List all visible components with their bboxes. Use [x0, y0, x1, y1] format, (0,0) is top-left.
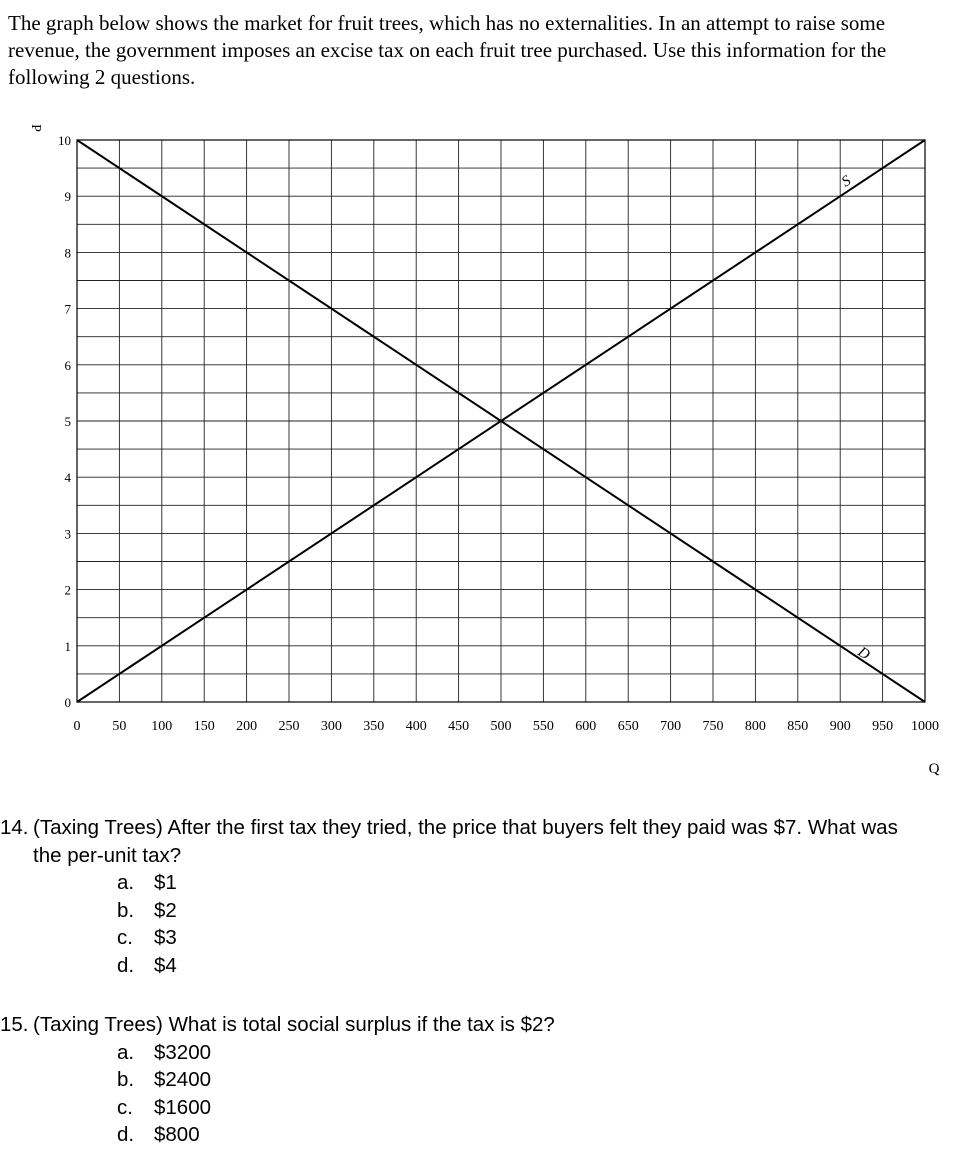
x-tick-label: 600 [575, 719, 597, 734]
x-tick-label: 700 [660, 719, 682, 734]
option-letter: a. [117, 1040, 135, 1064]
x-tick-label: 100 [151, 719, 173, 734]
answer-option [0, 952, 913, 980]
x-axis-label: Q [928, 761, 940, 777]
option-text: $4 [154, 953, 177, 977]
y-tick-label: 3 [64, 526, 71, 542]
answer-option [0, 869, 913, 897]
y-tick-label: 2 [64, 582, 71, 598]
y-tick-label: 9 [64, 189, 71, 205]
y-tick-label: 6 [64, 357, 71, 373]
x-tick-label: 800 [744, 719, 766, 734]
option-letter: c. [117, 926, 133, 949]
intro-paragraph: The graph below shows the market for fruit trees, which has no externalities. In an attempt to raise some revenue, the government imposes an excise tax on each fruit tree purchased. Use this information for the following 2 questions. [8, 11, 887, 89]
question-14 [0, 814, 913, 979]
x-tick-label: 0 [73, 719, 81, 734]
question-text: (Taxing Trees) What is total social surplus if the tax is $2? [33, 1013, 555, 1036]
tick-labels [58, 133, 939, 734]
question-15 [0, 1011, 555, 1149]
x-tick-label: 750 [702, 719, 724, 734]
x-tick-label: 850 [787, 719, 809, 734]
x-tick-label: 500 [490, 719, 512, 734]
option-letter: c. [117, 1095, 133, 1119]
option-letter: d. [117, 1123, 135, 1146]
x-tick-label: 150 [193, 719, 215, 734]
answer-option [0, 1066, 555, 1094]
answer-options [0, 1039, 555, 1149]
question-number: 15. [0, 1013, 29, 1036]
x-tick-label: 350 [363, 719, 385, 734]
answer-option [0, 924, 913, 952]
option-text: $800 [154, 1123, 200, 1146]
x-tick-label: 1000 [911, 719, 939, 734]
x-tick-label: 200 [236, 719, 258, 734]
option-text: $3200 [154, 1040, 212, 1064]
y-tick-label: 5 [64, 414, 71, 429]
y-tick-label: 7 [64, 301, 71, 317]
y-tick-label: 0 [64, 695, 71, 710]
x-tick-label: 300 [320, 719, 342, 734]
x-tick-label: 400 [405, 719, 427, 734]
x-tick-label: 450 [448, 719, 470, 734]
option-letter: d. [117, 953, 135, 977]
y-tick-label: 10 [58, 133, 71, 148]
x-tick-label: 650 [617, 719, 639, 734]
series-label-d: D [854, 644, 873, 664]
question-text: (Taxing Trees) After the first tax they tried, the price that buyers felt they paid was $7. What was the per-unit tax? [33, 816, 898, 867]
x-tick-label: 950 [872, 719, 894, 734]
x-tick-label: 550 [532, 719, 554, 734]
x-tick-label: 250 [278, 719, 300, 734]
y-tick-label: 8 [64, 245, 71, 261]
option-text: $2400 [154, 1068, 212, 1091]
series-label-s: S [838, 172, 855, 191]
option-letter: b. [117, 1068, 135, 1091]
y-tick-label: 4 [64, 470, 71, 486]
answer-option [0, 1039, 555, 1067]
question-number: 14. [0, 816, 29, 839]
option-letter: a. [117, 871, 135, 894]
option-text: $1600 [154, 1095, 212, 1119]
option-text: $2 [154, 898, 177, 922]
answer-option [0, 897, 913, 925]
y-axis-label: P [28, 124, 43, 132]
option-text: $1 [154, 871, 177, 894]
x-tick-label: 900 [829, 719, 851, 734]
x-tick-label: 50 [112, 719, 127, 734]
answer-option [0, 1121, 555, 1149]
option-text: $3 [154, 926, 177, 949]
option-letter: b. [117, 898, 135, 922]
answer-option [0, 1094, 555, 1122]
answer-options [0, 869, 913, 979]
y-tick-label: 1 [64, 638, 71, 654]
